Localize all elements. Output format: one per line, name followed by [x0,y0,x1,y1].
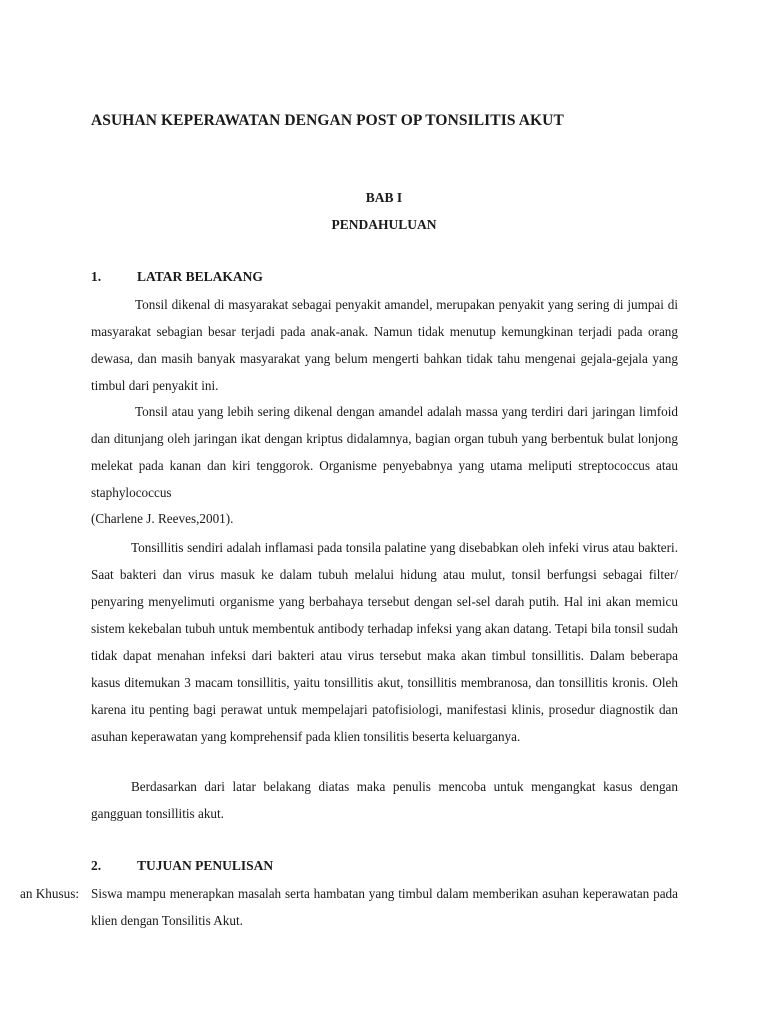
tujuan-khusus-label: an Khusus: [20,886,79,901]
paragraph-3: Tonsillitis sendiri adalah inflamasi pada tonsila palatine yang disebabkan oleh infeki virus atau bakteri. Saat bakteri dan virus masuk ke dalam tubuh melalui hidung atau mulut, tonsil berfungsi sebagai filter/ penyaring menyelimuti organisme yang berbahaya tersebut dengan sel-sel darah putih. Hal ini akan memicu sistem kekebalan tubuh untuk membentuk antibody terhadap infeksi yang akan datang. Tetapi bila tonsil sudah tidak dapat menahan infeksi dari bakteri atau virus tersebut maka akan timbul tonsillitis. Dalam beberapa kasus ditemukan 3 macam tonsillitis, yaitu tonsillitis akut, tonsillitis membranosa, dan tonsillitis kronis. Oleh karena itu penting bagi perawat untuk mempelajari patofisiologi, manifestasi klinis, prosedur diagnostik dan asuhan keperawatan yang komprehensif pada klien tonsilitis beserta keluarganya. [91,540,678,744]
citation: (Charlene J. Reeves,2001). [91,511,234,526]
section-heading-tujuan-penulisan [91,858,273,874]
section-number: 2. [91,858,102,873]
section-title: LATAR BELAKANG [137,269,263,284]
document-title: ASUHAN KEPERAWATAN DENGAN POST OP TONSILITIS AKUT [91,112,564,129]
chapter-title: PENDAHULUAN [331,217,437,232]
paragraph-1: Tonsil dikenal di masyarakat sebagai penyakit amandel, merupakan penyakit yang sering di jumpai di masyarakat sebagian besar terjadi pada anak-anak. Namun tidak menutup kemungkinan terjadi pada orang dewasa, dan masih banyak masyarakat yang belum mengerti bahkan tidak tahu mengenai gejala-gejala yang timbul dari penyakit ini. [91,297,678,393]
paragraph-4: Berdasarkan dari latar belakang diatas maka penulis mencoba untuk mengangkat kasus dengan gangguan tonsillitis akut. [91,779,678,821]
tujuan-khusus-text: Siswa mampu menerapkan masalah serta hambatan yang timbul dalam memberikan asuhan keperawatan pada klien dengan Tonsilitis Akut. [91,886,678,928]
section-heading-latar-belakang [91,269,263,285]
section-title: TUJUAN PENULISAN [137,858,274,873]
paragraph-2: Tonsil atau yang lebih sering dikenal dengan amandel adalah massa yang terdiri dari jaringan limfoid dan ditunjang oleh jaringan ikat dengan kriptus didalamnya, bagian organ tubuh yang berbentuk bulat lonjong melekat pada kanan dan kiri tenggorok. Organisme penyebabnya yang utama meliputi streptococcus atau staphylococcus [91,404,678,500]
section-number: 1. [91,269,102,284]
chapter-label: BAB I [365,190,403,205]
